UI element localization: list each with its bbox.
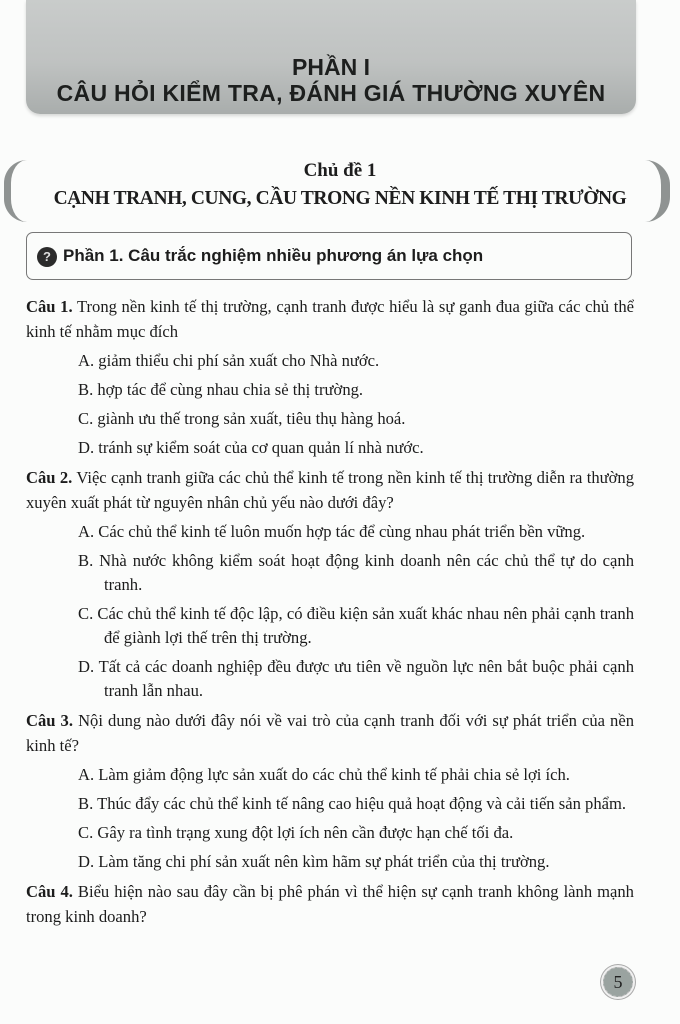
topic-title: CẠNH TRANH, CUNG, CẦU TRONG NỀN KINH TẾ THỊ TRƯỜNG [53, 188, 627, 209]
answer-option: B. Thúc đẩy các chủ thể kinh tế nâng cao hiệu quả hoạt động và cải tiến sản phẩm. [78, 794, 627, 813]
question-text: Trong nền kinh tế thị trường, cạnh tranh được hiểu là sự ganh đua giữa các chủ thể kinh tế nhằm mục đích [26, 297, 634, 341]
question-text: Biểu hiện nào sau đây cần bị phê phán vì thể hiện sự cạnh tranh không lành mạnh trong kinh doanh? [26, 882, 634, 926]
question-3 [26, 708, 634, 758]
question-2 [26, 465, 634, 515]
answer-option: D. Tất cả các doanh nghiệp đều được ưu tiên về nguồn lực nên bắt buộc phải cạnh tranh lẫn nhau. [78, 657, 634, 700]
answer-option: A. giảm thiểu chi phí sản xuất cho Nhà nước. [78, 351, 380, 370]
part-number: PHẦN I [292, 54, 370, 80]
page-number: 5 [603, 967, 633, 997]
answer-option: C. Gây ra tình trạng xung đột lợi ích nên cần được hạn chế tối đa. [78, 823, 514, 842]
question-4 [26, 879, 634, 929]
part-header-band [26, 0, 636, 114]
question-1 [26, 294, 634, 344]
question-text: Việc cạnh tranh giữa các chủ thể kinh tế trong nền kinh tế thị trường diễn ra thường xuyên xuất phát từ nguyên nhân chủ yếu nào dưới đây? [26, 468, 635, 512]
question-label: Câu 4. [26, 882, 73, 901]
answer-option: A. Làm giảm động lực sản xuất do các chủ thể kinh tế phải chia sẻ lợi ích. [78, 765, 570, 784]
answer-option: A. Các chủ thể kinh tế luôn muốn hợp tác để cùng nhau phát triển bền vững. [78, 522, 586, 541]
question-icon: ? [37, 247, 57, 267]
section-heading: Phần 1. Câu trắc nghiệm nhiều phương án lựa chọn [63, 246, 484, 265]
questions-list [26, 289, 634, 929]
answer-option: C. Các chủ thể kinh tế độc lập, có điều kiện sản xuất khác nhau nên phải cạnh tranh để giành lợi thế trên thị trường. [78, 604, 634, 647]
section-heading-box [26, 232, 632, 280]
answer-option: B. Nhà nước không kiểm soát hoạt động kinh doanh nên các chủ thể tự do cạnh tranh. [78, 551, 634, 594]
topic-number: Chủ đề 1 [303, 160, 377, 181]
answer-option: B. hợp tác để cùng nhau chia sẻ thị trường. [78, 380, 364, 399]
question-label: Câu 3. [26, 711, 74, 730]
answer-option: C. giành ưu thế trong sản xuất, tiêu thụ hàng hoá. [78, 409, 406, 428]
answer-option: D. Làm tăng chi phí sản xuất nên kìm hãm sự phát triển của thị trường. [78, 852, 550, 871]
question-label: Câu 2. [26, 468, 73, 487]
part-title: CÂU HỎI KIỂM TRA, ĐÁNH GIÁ THƯỜNG XUYÊN [56, 80, 606, 106]
question-label: Câu 1. [26, 297, 73, 316]
answer-option: D. tránh sự kiểm soát của cơ quan quản lí nhà nước. [78, 438, 424, 457]
question-text: Nội dung nào dưới đây nói về vai trò của cạnh tranh đối với sự phát triển của nền kinh tế? [26, 711, 634, 755]
